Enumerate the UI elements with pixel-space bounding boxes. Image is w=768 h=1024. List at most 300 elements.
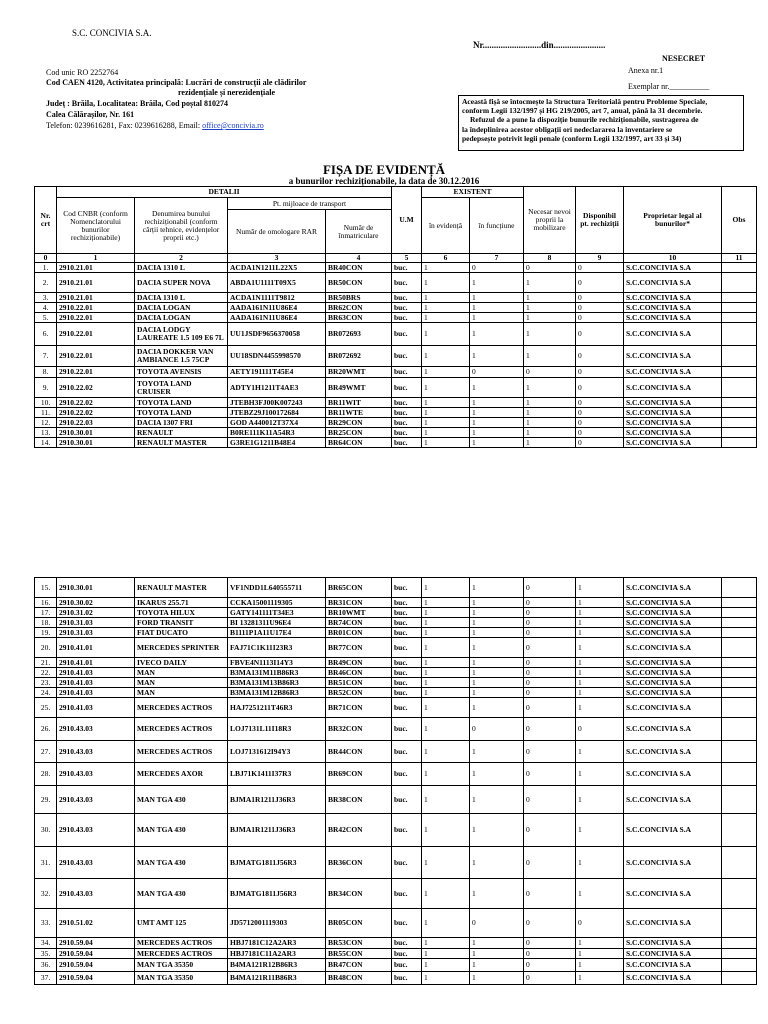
unit: buc. [392,323,422,346]
rar-number: JD5712001119303 [228,909,326,938]
inventory-table-page-1 [34,186,757,448]
legal-owner: S.C.CONCIVIA S.A [624,638,722,658]
legal-owner: S.C.CONCIVIA S.A [624,658,722,668]
mobilization-need: 0 [524,763,576,786]
in-evidence: 1 [422,741,470,763]
asset-name: DACIA 1310 L [135,293,228,303]
rar-number: AADA161N11U86E4 [228,313,326,323]
in-evidence: 1 [422,847,470,879]
asset-name: TOYOTA HILUX [135,608,228,618]
row-number: 29. [35,786,57,814]
cnbr-code: 2910.22.01 [57,303,135,313]
in-evidence: 1 [422,763,470,786]
table-row [35,618,757,628]
in-evidence: 1 [422,323,470,346]
in-operation: 1 [470,814,524,847]
in-evidence: 1 [422,949,470,959]
cnbr-code: 2910.21.01 [57,293,135,303]
mobilization-need: 1 [524,293,576,303]
legal-owner: S.C.CONCIVIA S.A [624,608,722,618]
legal-owner: S.C.CONCIVIA S.A [624,418,722,428]
legal-notice-box [458,95,744,151]
mobilization-need: 1 [524,323,576,346]
company-name: S.C. CONCIVIA S.A. [72,28,152,38]
mobilization-need: 0 [524,938,576,949]
mobilization-need: 0 [524,608,576,618]
rar-number: HBJ7181C12A2AR3 [228,938,326,949]
row-number: 17. [35,608,57,618]
row-number: 8. [35,367,57,378]
observations [722,293,757,303]
rar-number: BJMA1R1211J36R3 [228,786,326,814]
email-link[interactable]: office@concivia.ro [202,121,264,130]
asset-name: MAN TGA 430 [135,786,228,814]
observations [722,814,757,847]
rar-number: BJMATG1811J56R3 [228,847,326,879]
observations [722,346,757,367]
unit: buc. [392,879,422,909]
observations [722,741,757,763]
unit: buc. [392,303,422,313]
asset-name: MERCEDES ACTROS [135,938,228,949]
cod-unic: Cod unic RO 2252764 [46,68,119,77]
observations [722,578,757,598]
unit: buc. [392,273,422,293]
plate-number: BR62CON [326,303,392,313]
observations [722,678,757,688]
in-operation: 1 [470,959,524,972]
observations [722,323,757,346]
table-row [35,949,757,959]
table-row [35,959,757,972]
header-proprietar: Proprietar legal al bunurilor* [624,187,722,254]
column-number: 7 [470,254,524,263]
mobilization-need: 1 [524,273,576,293]
rar-number: UU1JSDF9656370058 [228,323,326,346]
unit: buc. [392,378,422,398]
in-operation: 1 [470,598,524,608]
mobilization-need: 0 [524,638,576,658]
mobilization-need: 1 [524,313,576,323]
plate-number: BR40CON [326,263,392,273]
in-operation: 1 [470,398,524,408]
column-number: 4 [326,254,392,263]
plate-number: BR32CON [326,718,392,741]
asset-name: MAN TGA 430 [135,814,228,847]
column-number: 8 [524,254,576,263]
row-number: 10. [35,398,57,408]
row-number: 32. [35,879,57,909]
plate-number: BR49WMT [326,378,392,398]
in-operation: 1 [470,658,524,668]
mobilization-need: 0 [524,628,576,638]
mobilization-need: 1 [524,438,576,448]
legal-owner: S.C.CONCIVIA S.A [624,598,722,608]
in-operation: 1 [470,578,524,598]
plate-number: BR64CON [326,438,392,448]
available: 1 [576,879,624,909]
mobilization-need: 0 [524,688,576,698]
header-detalii: DETALII [57,187,392,198]
row-number: 4. [35,303,57,313]
observations [722,313,757,323]
unit: buc. [392,438,422,448]
in-operation: 1 [470,972,524,985]
available: 1 [576,741,624,763]
unit: buc. [392,628,422,638]
legal-owner: S.C.CONCIVIA S.A [624,323,722,346]
notice-line: Această fișă se întocmește la Structura Teritorială pentru Probleme Speciale, [462,97,708,106]
observations [722,598,757,608]
inventory-table-page-2 [34,577,757,985]
header-denumire: Denumirea bunului rechiziționabil (conform cărții tehnice, evidențelor proprii etc.) [135,198,228,254]
cnbr-code: 2910.30.01 [57,578,135,598]
header-necesar: Necesar nevoi proprii la mobilizare [524,187,576,254]
rar-number: BJMA1R1211J36R3 [228,814,326,847]
table-row [35,763,757,786]
cod-caen-cont: rezidențiale și nerezidențiale [178,88,276,97]
row-number: 33. [35,909,57,938]
rar-number: BI 13281311U96E4 [228,618,326,628]
observations [722,408,757,418]
legal-owner: S.C.CONCIVIA S.A [624,786,722,814]
in-evidence: 1 [422,678,470,688]
in-operation: 0 [470,263,524,273]
column-number-row [35,254,757,263]
in-operation: 1 [470,763,524,786]
rar-number: ADTY1H1211T4AE3 [228,378,326,398]
mobilization-need: 0 [524,668,576,678]
observations [722,688,757,698]
available: 1 [576,972,624,985]
rar-number: B3MA131M11B86R3 [228,668,326,678]
mobilization-need: 1 [524,408,576,418]
asset-name: TOYOTA LAND [135,408,228,418]
available: 1 [576,959,624,972]
legal-owner: S.C.CONCIVIA S.A [624,698,722,718]
asset-name: MERCEDES AXOR [135,763,228,786]
table-row [35,786,757,814]
in-operation: 1 [470,949,524,959]
available: 0 [576,378,624,398]
table-row [35,378,757,398]
available: 1 [576,618,624,628]
cnbr-code: 2910.43.03 [57,879,135,909]
notice-line: pedepsește potrivit legii penale (conform Legii 132/1997, art 33 și 34) [462,133,682,143]
row-number: 35. [35,949,57,959]
mobilization-need: 0 [524,578,576,598]
notice-line: conform Legii 132/1997 și HG 219/2005, art 7, anual, până la 31 decembrie. [462,106,703,116]
rar-number: ACDA1N1211L22X5 [228,263,326,273]
in-evidence: 1 [422,346,470,367]
unit: buc. [392,938,422,949]
rar-number: HBJ7181C11A2AR3 [228,949,326,959]
contact-line [46,121,264,131]
in-evidence: 1 [422,408,470,418]
plate-number: BR34CON [326,879,392,909]
observations [722,618,757,628]
unit: buc. [392,638,422,658]
asset-name: DACIA LOGAN [135,313,228,323]
legal-owner: S.C.CONCIVIA S.A [624,293,722,303]
rar-number: ABDA1U1111T09X5 [228,273,326,293]
table-row [35,718,757,741]
legal-owner: S.C.CONCIVIA S.A [624,814,722,847]
plate-number: BR55CON [326,949,392,959]
rar-number: JTEBH3FJ00K007243 [228,398,326,408]
cod-caen: Cod CAEN 4120, Activitatea principală: Lucrări de construcții ale clădirilor [46,78,307,87]
plate-number: BR77CON [326,638,392,658]
mobilization-need: 0 [524,814,576,847]
table-row [35,408,757,418]
address-line-1: Județ : Brăila, Localitatea: Brăila, Cod poștal 810274 [46,99,228,108]
in-evidence: 1 [422,718,470,741]
table-row [35,741,757,763]
cnbr-code: 2910.22.01 [57,346,135,367]
rar-number: B0RE111K11A54R3 [228,428,326,438]
plate-number: BR11WTE [326,408,392,418]
unit: buc. [392,598,422,608]
in-evidence: 1 [422,273,470,293]
legal-owner: S.C.CONCIVIA S.A [624,398,722,408]
unit: buc. [392,313,422,323]
mobilization-need: 0 [524,618,576,628]
asset-name: MERCEDES ACTROS [135,718,228,741]
available: 1 [576,658,624,668]
plate-number: BR42CON [326,814,392,847]
table-row [35,608,757,618]
rar-number: B1111P1A11U17E4 [228,628,326,638]
plate-number: BR52CON [326,688,392,698]
legal-owner: S.C.CONCIVIA S.A [624,879,722,909]
column-number: 10 [624,254,722,263]
plate-number: BR49CON [326,658,392,668]
in-evidence: 1 [422,398,470,408]
available: 0 [576,293,624,303]
anexa-label: Anexa nr.1 [628,66,664,75]
plate-number: BR50BRS [326,293,392,303]
asset-name: RENAULT MASTER [135,578,228,598]
rar-number: LOJ7131L11I18R3 [228,718,326,741]
asset-name: MAN [135,668,228,678]
cnbr-code: 2910.59.04 [57,959,135,972]
cnbr-code: 2910.31.03 [57,628,135,638]
in-operation: 1 [470,408,524,418]
in-evidence: 1 [422,438,470,448]
row-number: 23. [35,678,57,688]
mobilization-need: 0 [524,959,576,972]
available: 0 [576,909,624,938]
document-subtitle: a bunurilor rechiziționabile, la data de 30.12.2016 [288,176,480,186]
table-row [35,972,757,985]
asset-name: FORD TRANSIT [135,618,228,628]
cnbr-code: 2910.21.01 [57,263,135,273]
cnbr-code: 2910.30.01 [57,428,135,438]
rar-number: CCKA15001119305 [228,598,326,608]
in-evidence: 1 [422,378,470,398]
table-row [35,428,757,438]
observations [722,668,757,678]
observations [722,398,757,408]
in-operation: 0 [470,367,524,378]
mobilization-need: 0 [524,367,576,378]
observations [722,879,757,909]
mobilization-need: 0 [524,658,576,668]
plate-number: BR38CON [326,786,392,814]
legal-owner: S.C.CONCIVIA S.A [624,273,722,293]
in-evidence: 1 [422,428,470,438]
table-row [35,263,757,273]
asset-name: MERCEDES SPRINTER [135,638,228,658]
observations [722,303,757,313]
in-operation: 1 [470,638,524,658]
row-number: 28. [35,763,57,786]
row-number: 22. [35,668,57,678]
asset-name: MERCEDES ACTROS [135,741,228,763]
cnbr-code: 2910.59.04 [57,949,135,959]
asset-name: FIAT DUCATO [135,628,228,638]
mobilization-need: 0 [524,879,576,909]
in-operation: 1 [470,741,524,763]
header-omologare: Număr de omologare RAR [228,210,326,254]
unit: buc. [392,668,422,678]
table-row [35,293,757,303]
cnbr-code: 2910.22.01 [57,313,135,323]
unit: buc. [392,847,422,879]
observations [722,273,757,293]
cnbr-code: 2910.41.01 [57,638,135,658]
cnbr-code: 2910.21.01 [57,273,135,293]
legal-owner: S.C.CONCIVIA S.A [624,938,722,949]
unit: buc. [392,909,422,938]
legal-owner: S.C.CONCIVIA S.A [624,688,722,698]
mobilization-need: 0 [524,786,576,814]
plate-number: BR36CON [326,847,392,879]
available: 0 [576,303,624,313]
table-row [35,668,757,678]
table-row [35,273,757,293]
observations [722,972,757,985]
available: 0 [576,428,624,438]
in-evidence: 1 [422,698,470,718]
mobilization-need: 1 [524,428,576,438]
legal-owner: S.C.CONCIVIA S.A [624,303,722,313]
available: 1 [576,688,624,698]
unit: buc. [392,698,422,718]
asset-name: RENAULT [135,428,228,438]
legal-owner: S.C.CONCIVIA S.A [624,408,722,418]
address-line-2: Calea Călărașilor, Nr. 161 [46,110,135,119]
plate-number: BR46CON [326,668,392,678]
in-evidence: 1 [422,263,470,273]
plate-number: BR69CON [326,763,392,786]
row-number: 21. [35,658,57,668]
unit: buc. [392,608,422,618]
rar-number: AADA161N11U86E4 [228,303,326,313]
rar-number: B4MA121R11B86R3 [228,972,326,985]
mobilization-need: 0 [524,598,576,608]
cnbr-code: 2910.31.03 [57,618,135,628]
cnbr-code: 2910.43.03 [57,718,135,741]
in-operation: 1 [470,273,524,293]
mobilization-need: 0 [524,698,576,718]
observations [722,608,757,618]
cnbr-code: 2910.22.02 [57,408,135,418]
in-evidence: 1 [422,938,470,949]
legal-owner: S.C.CONCIVIA S.A [624,668,722,678]
observations [722,949,757,959]
available: 0 [576,323,624,346]
observations [722,428,757,438]
plate-number: BR05CON [326,909,392,938]
asset-name: RENAULT MASTER [135,438,228,448]
asset-name: MAN TGA 430 [135,879,228,909]
mobilization-need: 1 [524,398,576,408]
plate-number: BR01CON [326,628,392,638]
in-operation: 1 [470,847,524,879]
in-operation: 0 [470,909,524,938]
in-operation: 1 [470,628,524,638]
observations [722,367,757,378]
plate-number: BR072692 [326,346,392,367]
unit: buc. [392,578,422,598]
table-row [35,909,757,938]
available: 0 [576,418,624,428]
cnbr-code: 2910.22.02 [57,398,135,408]
in-operation: 1 [470,438,524,448]
header-um: U.M [392,187,422,254]
observations [722,763,757,786]
mobilization-need: 0 [524,718,576,741]
in-evidence: 1 [422,814,470,847]
asset-name: TOYOTA AVENSIS [135,367,228,378]
in-evidence: 1 [422,972,470,985]
header-obs: Obs [722,187,757,254]
header-nr-crt: Nr. crt [35,187,57,254]
legal-owner: S.C.CONCIVIA S.A [624,763,722,786]
asset-name: DACIA LOGAN [135,303,228,313]
row-number: 26. [35,718,57,741]
column-number: 3 [228,254,326,263]
available: 1 [576,786,624,814]
in-operation: 1 [470,313,524,323]
row-number: 18. [35,618,57,628]
in-evidence: 1 [422,959,470,972]
table-row [35,303,757,313]
header-in-evidenta: în evidență [422,198,470,254]
rar-number: AETY191111T45E4 [228,367,326,378]
cnbr-code: 2910.41.03 [57,678,135,688]
table-row [35,313,757,323]
cnbr-code: 2910.43.03 [57,741,135,763]
observations [722,938,757,949]
unit: buc. [392,658,422,668]
in-operation: 1 [470,618,524,628]
asset-name: DACIA DOKKER VAN AMBIANCE 1.5 75CP [135,346,228,367]
rar-number: FBVE4N1113I14Y3 [228,658,326,668]
unit: buc. [392,786,422,814]
table-row [35,688,757,698]
unit: buc. [392,618,422,628]
available: 0 [576,263,624,273]
table-row [35,879,757,909]
table-row [35,938,757,949]
row-number: 14. [35,438,57,448]
unit: buc. [392,763,422,786]
observations [722,628,757,638]
in-operation: 1 [470,879,524,909]
cnbr-code: 2910.22.03 [57,418,135,428]
